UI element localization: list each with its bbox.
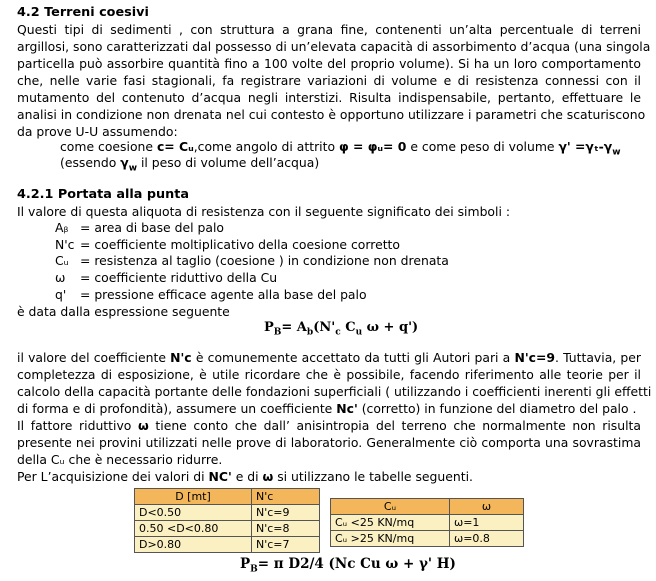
table-row	[331, 515, 524, 531]
symbol-definition: = pressione efficace agente alla base del palo	[80, 287, 367, 302]
table-cell: ω=0.8	[450, 531, 524, 547]
gamma-symbol: γ	[120, 155, 129, 170]
assumption-line-2	[60, 155, 319, 176]
text-run: e di	[231, 469, 263, 484]
paragraph-line: completezza di esposizione, è utile ricordare che è possibile, facendo riferimento alle teorie per il	[17, 367, 641, 382]
symbol: ω	[55, 270, 66, 285]
symbol: N'c	[55, 237, 75, 252]
formula-subscript: c	[335, 327, 341, 338]
formula-part: P	[240, 556, 251, 572]
paragraph-line: mutamento del contenuto d’acqua negli interstizi. Risulta indispensabile, pertanto, effettuare le	[17, 90, 641, 105]
text-run: di forma e di profondità), assumere un coefficiente	[17, 401, 337, 416]
table-cell: D<0.50	[135, 505, 252, 521]
paragraph-line: presente nei provini utilizzati nelle prove di laboratorio. Generalmente ciò comporta una sovrastima	[17, 435, 641, 450]
assumption-text: il peso di volume dell’acqua)	[137, 155, 320, 170]
paragraph-line: della Cᵤ che è necessario ridurre.	[17, 452, 223, 467]
formula-part: ω + q')	[362, 320, 419, 335]
friction-angle-symbol: φ = φᵤ= 0	[339, 139, 407, 154]
text-run: è comunemente accettato da tutti gli Autori pari a	[191, 350, 515, 365]
table-cell: Cᵤ >25 KN/mq	[331, 531, 450, 547]
table-cell: ω=1	[450, 515, 524, 531]
symbol-definition: = resistenza al taglio (coesione ) in condizione non drenata	[80, 253, 449, 268]
paragraph-line: analisi in condizione non drenata nel cui contesto è opportuno utilizzare i parametri che scaturiscono	[17, 107, 646, 122]
subsection-heading: 4.2.1 Portata alla punta	[17, 187, 189, 202]
paragraph-line	[17, 469, 473, 485]
assumption-text: e come peso di volume	[406, 139, 559, 154]
formula-part: (N'	[313, 320, 336, 335]
paragraph-line: argillosi, sono caratterizzati dal possesso di un’elevata capacità di assorbimento d’acqua (una singola	[17, 39, 651, 54]
table-cell: Cᵤ <25 KN/mq	[331, 515, 450, 531]
text-run: . Tuttavia, per	[554, 350, 642, 365]
table-cell: 0.50 <D<0.80	[135, 521, 252, 537]
formula-tip-capacity	[240, 556, 456, 578]
formula-base-resistance	[264, 320, 418, 341]
paragraph-line: da prove U-U assumendo:	[17, 124, 178, 139]
unit-weight-symbol: γ' =γₜ-γ	[558, 139, 613, 154]
omega-symbol: ω	[262, 469, 274, 484]
table-row	[135, 521, 320, 537]
symbol: q'	[55, 287, 67, 302]
formula-subscript: B	[250, 564, 258, 575]
assumption-text: (essendo	[60, 155, 121, 170]
symbol-definition: = area di base del palo	[80, 220, 224, 235]
formula-subscript: b	[306, 327, 314, 338]
expression-intro: è data dalla espressione seguente	[17, 304, 230, 319]
coefficient-symbol: NC'	[208, 469, 232, 484]
gamma-subscript: w	[128, 163, 138, 174]
paragraph-line	[17, 401, 636, 417]
assumption-text: ,come angolo di attrito	[193, 139, 340, 154]
table-cell: N'c=8	[252, 521, 320, 537]
intro-line: Il valore di questa aliquota di resistenza con il seguente significato dei simboli :	[17, 204, 511, 219]
table-row	[331, 531, 524, 547]
omega-symbol: ω	[138, 418, 149, 433]
nc-table	[134, 488, 320, 553]
table-cell: N'c=9	[252, 505, 320, 521]
table-header: ω	[450, 499, 524, 515]
text-run: Per L’acquisizione dei valori di	[17, 469, 209, 484]
symbol: Cᵤ	[55, 253, 69, 268]
table-cell: D>0.80	[135, 537, 252, 553]
table-cell: N'c=7	[252, 537, 320, 553]
coefficient-symbol: N'c	[170, 350, 192, 365]
unit-weight-subscript: w	[612, 147, 621, 158]
coefficient-symbol: Nc'	[336, 401, 358, 416]
paragraph-line	[17, 350, 641, 366]
table-header: D [mt]	[135, 489, 252, 505]
coefficient-value: N'c=9	[514, 350, 555, 365]
paragraph-line	[17, 418, 641, 434]
paragraph-line: che, nelle varie fasi stagionali, fa registrare variazioni di volume e di resistenza connessi con il	[17, 73, 641, 88]
paragraph-line: particella può assorbire quantità fino a 100 volte del proprio volume). Si ha un loro comportamento	[17, 56, 641, 71]
table-row	[135, 537, 320, 553]
symbol-definition: = coefficiente riduttivo della Cu	[80, 270, 278, 285]
formula-part: C	[340, 320, 356, 335]
cohesion-symbol: c= Cᵤ	[156, 139, 194, 154]
paragraph-line: Questi tipi di sedimenti , con struttura a grana fine, contenenti un’alta percentuale di terreni	[17, 22, 641, 37]
text-run: il valore del coefficiente	[17, 350, 171, 365]
formula-subscript: B	[273, 327, 282, 338]
assumption-text: come coesione	[60, 139, 157, 154]
formula-part: = A	[281, 320, 307, 335]
paragraph-line: calcolo della capacità portante delle fondazioni superficiali ( utilizzando i coefficienti inerenti gli effetti	[17, 384, 652, 399]
omega-table	[330, 498, 524, 547]
text-run: (corretto) in funzione del diametro del palo .	[357, 401, 637, 416]
formula-part: = π D2/4 (Nc Cu ω + γ' H)	[257, 556, 456, 572]
table-header: N'c	[252, 489, 320, 505]
symbol-definition: = coefficiente moltiplicativo della coesione corretto	[80, 237, 400, 252]
table-header: Cᵤ	[331, 499, 450, 515]
formula-part: P	[264, 320, 274, 335]
table-row	[135, 505, 320, 521]
section-heading: 4.2 Terreni coesivi	[17, 5, 149, 20]
text-run: si utilizzano le tabelle seguenti.	[273, 469, 473, 484]
formula-subscript: u	[355, 327, 363, 338]
text-run: Il fattore riduttivo	[17, 418, 138, 433]
text-run: tiene conto che dall’ anisintropia del terreno che normalmente non risulta	[148, 418, 642, 433]
symbol: Aᵦ	[55, 220, 69, 235]
